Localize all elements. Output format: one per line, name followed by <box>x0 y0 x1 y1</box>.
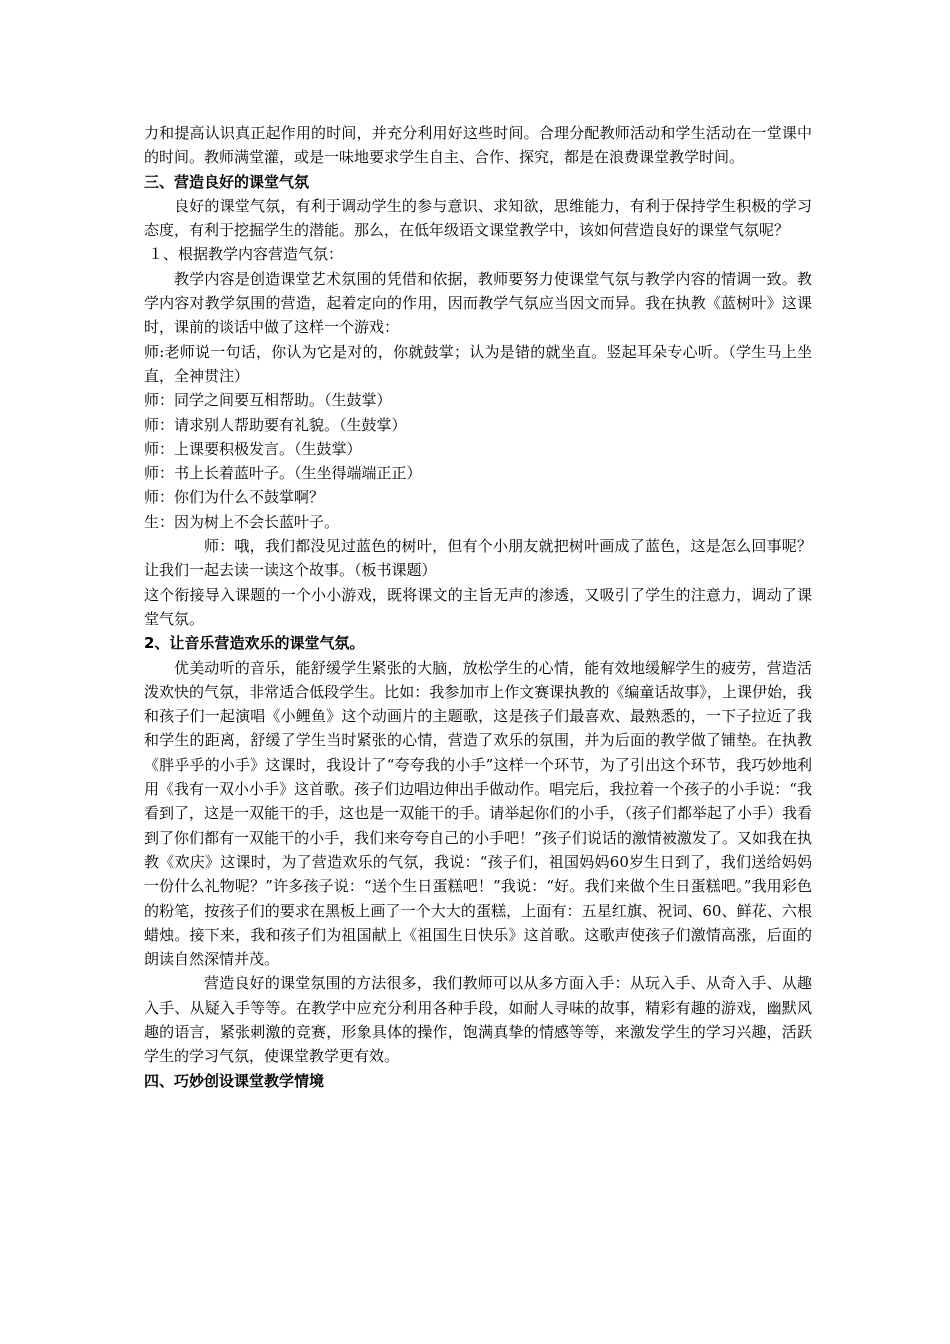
dialogue-line: 师：书上长着蓝叶子。（生坐得端端正正） <box>144 464 422 483</box>
paragraph: 力和提高认识真正起作用的时间，并充分利用好这些时间。合理分配教师活动和学生活动在一堂课中的时间。教师满堂灌，或是一味地要求学生自主、合作、探究，都是在浪费课堂教学时间。 <box>144 124 812 167</box>
paragraph: 这个衔接导入课题的一个小小游戏，既将课文的主旨无声的渗透，又吸引了学生的注意力，调动了课堂气氛。 <box>144 585 812 628</box>
paragraph: 师：哦，我们都没见过蓝色的树叶，但有个小朋友就把树叶画成了蓝色，这是怎么回事呢？让我们一起去读一读这个故事。（板书课题） <box>144 537 812 580</box>
section-heading: 三、营造良好的课堂气氛 <box>144 172 310 191</box>
paragraph: 良好的课堂气氛，有利于调动学生的参与意识、求知欲，思维能力，有利于保持学生积极的学习态度，有利于挖掘学生的潜能。那么，在低年级语文课堂教学中，该如何营造良好的课堂气氛呢？ <box>144 196 812 240</box>
dialogue-line: 师：同学之间要互相帮助。（生鼓掌） <box>144 391 392 410</box>
dialogue-line: 师：你们为什么不鼓掌啊？ <box>144 488 325 507</box>
document-body <box>144 121 812 1093</box>
dialogue-line: 生：因为树上不会长蓝叶子。 <box>144 512 340 531</box>
dialogue-line: 师:老师说一句话，你认为它是对的，你就鼓掌；认为是错的就坐直。竖起耳朵专心听。（学生马上坐直，全神贯注） <box>144 342 812 385</box>
section-heading: 四、巧妙创设课堂教学情境 <box>144 1071 325 1090</box>
dialogue-line: 师：上课要积极发言。（生鼓掌） <box>144 439 362 458</box>
dialogue-line: 师：请求别人帮助要有礼貌。（生鼓掌） <box>144 415 407 434</box>
paragraph: 营造良好的课堂氛围的方法很多，我们教师可以从多方面入手：从玩入手、从奇入手、从趣入手、从疑入手等等。在教学中应充分利用各种手段，如耐人寻味的故事，精彩有趣的游戏，幽默风趣的语言，紧张刺激的竞赛，形象具体的操作，饱满真挚的情感等等，来激发学生的学习兴趣，活跃学生的学习气氛，使课堂教学更有效。 <box>144 974 812 1066</box>
paragraph: 优美动听的音乐，能舒缓学生紧张的大脑，放松学生的心情，能有效地缓解学生的疲劳，营造活泼欢快的气氛，非常适合低段学生。比如：我参加市上作文赛课执教的《编童话故事》，上课伊始，我和孩子们一起演唱《小鲤鱼》这个动画片的主题歌，这是孩子们最喜欢、最熟悉的，一下子拉近了我和学生的距离，舒缓了学生当时紧张的心情，营造了欢乐的氛围，并为后面的教学做了铺垫。在执教《胖乎乎的小手》这课时，我设计了“夸夸我的小手”这样一个环节，为了引出这个环节，我巧妙地利用《我有一双小小手》这首歌。孩子们边唱边伸出手做动作。唱完后，我拉着一个孩子的小手说：“我看到了，这是一双能干的手，这也是一双能干的手。请举起你们的小手，（孩子们都举起了小手）我看到了你们都有一双能干的小手，我们来夸夸自己的小手吧！”孩子们说话的激情被激发了。又如我在执教《欢庆》这课时，为了营造欢乐的气氛，我说：“孩子们，祖国妈妈60岁生日到了，我们送给妈妈一份什么礼物呢？”许多孩子说：“送个生日蛋糕吧！”我说：“好。我们来做个生日蛋糕吧。”我用彩色的粉笔，按孩子们的要求在黑板上画了一个大大的蛋糕，上面有：五星红旗、祝词、60、鲜花、六根蜡烛。接下来，我和孩子们为祖国献上《祖国生日快乐》这首歌。这歌声使孩子们激情高涨，后面的朗读自然深情并茂。 <box>144 658 812 969</box>
subsection-heading: 2、让音乐营造欢乐的课堂气氛。 <box>144 634 365 653</box>
subsection-heading: １、根据教学内容营造气氛： <box>148 245 344 264</box>
paragraph: 教学内容是创造课堂艺术氛围的凭借和依据，教师要努力使课堂气氛与教学内容的情调一致。教学内容对教学氛围的营造，起着定向的作用，因而教学气氛应当因文而异。我在执教《蓝树叶》这课时，课前的谈话中做了这样一个游戏： <box>144 269 812 337</box>
